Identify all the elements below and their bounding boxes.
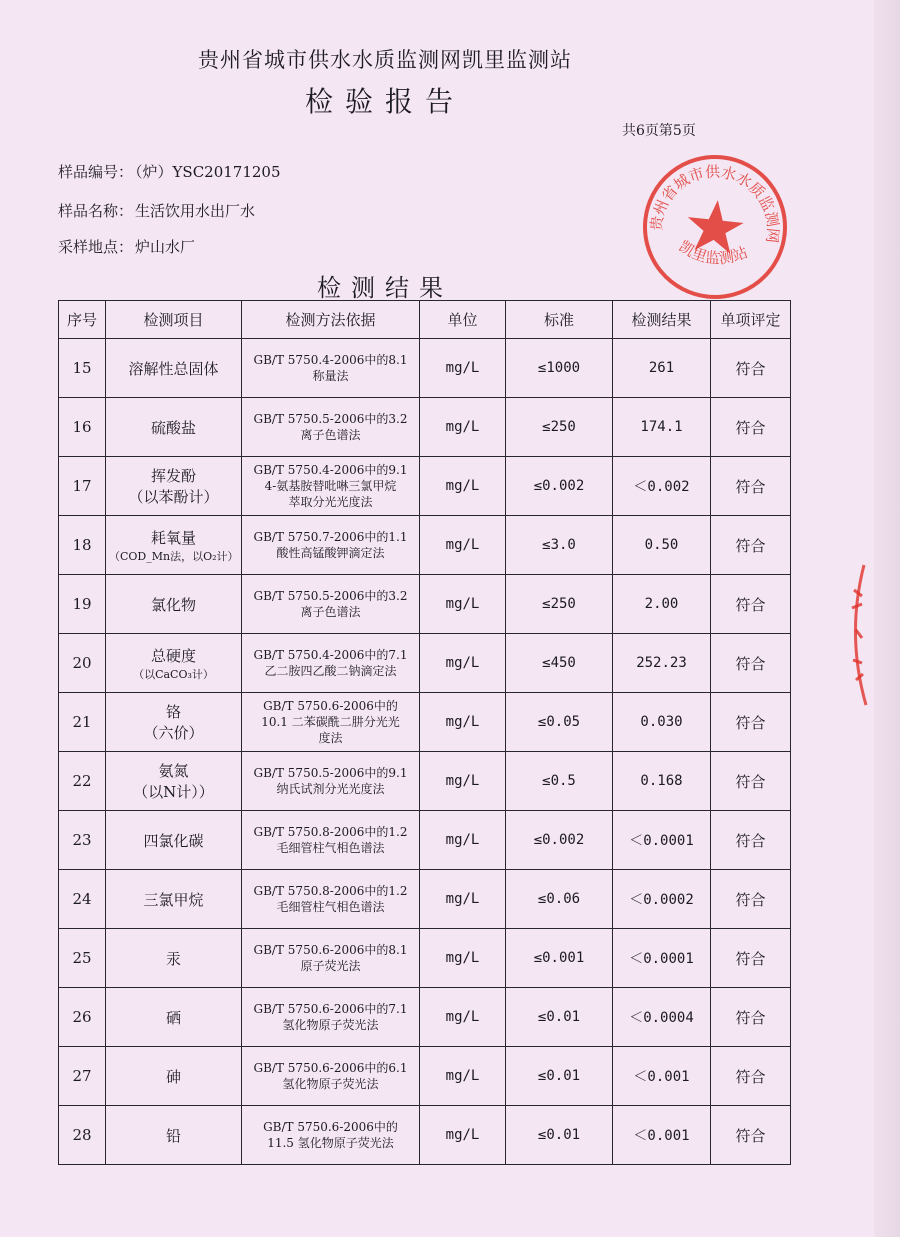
test-item — [106, 575, 242, 634]
row-number: 15 — [59, 339, 106, 398]
verdict: 符合 — [711, 811, 791, 870]
verdict: 符合 — [711, 1047, 791, 1106]
header-result: 检测结果 — [613, 301, 711, 339]
test-method-line: 毛细管柱气相色谱法 — [276, 841, 385, 855]
row-number: 17 — [59, 457, 106, 516]
table-row — [59, 634, 791, 693]
table-row — [59, 1047, 791, 1106]
unit: mg/L — [420, 988, 506, 1047]
standard-limit: ≤0.01 — [506, 1106, 613, 1165]
row-number: 20 — [59, 634, 106, 693]
row-number: 22 — [59, 752, 106, 811]
test-method-line: GB/T 5750.5-2006中的3.2 — [253, 412, 408, 426]
unit: mg/L — [420, 575, 506, 634]
verdict: 符合 — [711, 693, 791, 752]
row-number: 16 — [59, 398, 106, 457]
test-method — [242, 339, 420, 398]
test-method-line: GB/T 5750.7-2006中的1.1 — [253, 530, 408, 544]
table-row — [59, 1106, 791, 1165]
test-method-line: 毛细管柱气相色谱法 — [276, 900, 385, 914]
test-item — [106, 516, 242, 575]
test-method — [242, 752, 420, 811]
test-item — [106, 1106, 242, 1165]
standard-limit: ≤0.06 — [506, 870, 613, 929]
test-method-line: 氢化物原子荧光法 — [282, 1077, 379, 1091]
test-method-line: 纳氏试剂分光光度法 — [276, 782, 385, 796]
row-number: 19 — [59, 575, 106, 634]
test-result: 0.168 — [613, 752, 711, 811]
standard-limit: ≤0.001 — [506, 929, 613, 988]
test-method-line: GB/T 5750.4-2006中的9.1 — [253, 463, 408, 477]
table-row — [59, 870, 791, 929]
test-method — [242, 1047, 420, 1106]
test-item — [106, 457, 242, 516]
test-method-line: 乙二胺四乙酸二钠滴定法 — [264, 664, 397, 678]
test-result: ＜0.001 — [613, 1106, 711, 1165]
standard-limit: ≤0.002 — [506, 811, 613, 870]
test-item-name: 铬 — [165, 703, 181, 721]
test-item-name: 汞 — [165, 949, 181, 968]
table-row — [59, 752, 791, 811]
test-item-name: 氯化物 — [150, 595, 196, 614]
test-item-name: 氨氮 — [158, 762, 189, 780]
unit: mg/L — [420, 339, 506, 398]
standard-limit: ≤0.01 — [506, 988, 613, 1047]
unit: mg/L — [420, 811, 506, 870]
test-item-note: （以苯酚计） — [128, 488, 219, 506]
sampling-site-label: 采样地点： — [58, 238, 134, 256]
test-item-name: 溶解性总固体 — [128, 359, 219, 378]
table-body — [59, 339, 791, 1165]
test-method-line: GB/T 5750.5-2006中的9.1 — [253, 766, 408, 780]
unit: mg/L — [420, 870, 506, 929]
test-method-line: 离子色谱法 — [300, 605, 361, 619]
test-result: 261 — [613, 339, 711, 398]
verdict: 符合 — [711, 516, 791, 575]
test-method — [242, 929, 420, 988]
standard-limit: ≤0.05 — [506, 693, 613, 752]
test-method-line: GB/T 5750.5-2006中的3.2 — [253, 589, 408, 603]
test-method-line: 11.5 氢化物原子荧光法 — [267, 1136, 394, 1150]
test-result: ＜0.0004 — [613, 988, 711, 1047]
test-method-line: 度法 — [318, 731, 343, 745]
unit: mg/L — [420, 398, 506, 457]
test-method — [242, 457, 420, 516]
test-result: 2.00 — [613, 575, 711, 634]
unit: mg/L — [420, 457, 506, 516]
row-number: 24 — [59, 870, 106, 929]
verdict: 符合 — [711, 929, 791, 988]
test-item-name: 三氯甲烷 — [143, 890, 204, 909]
unit: mg/L — [420, 1106, 506, 1165]
test-method — [242, 988, 420, 1047]
test-method — [242, 870, 420, 929]
verdict: 符合 — [711, 575, 791, 634]
official-seal — [633, 145, 798, 310]
row-number: 26 — [59, 988, 106, 1047]
test-method-line: GB/T 5750.6-2006中的6.1 — [253, 1061, 408, 1075]
test-item-name: 硒 — [165, 1008, 181, 1027]
verdict: 符合 — [711, 457, 791, 516]
table-row — [59, 929, 791, 988]
header-unit: 单位 — [420, 301, 506, 339]
header-item: 检测项目 — [106, 301, 242, 339]
test-method — [242, 398, 420, 457]
report-title: 检验报告 — [304, 85, 465, 118]
test-method-line: 酸性高锰酸钾滴定法 — [276, 546, 385, 560]
test-method-line: 原子荧光法 — [300, 959, 361, 973]
sample-name — [58, 200, 255, 221]
test-item-name: 挥发酚 — [150, 467, 196, 485]
test-method — [242, 1106, 420, 1165]
table-row — [59, 516, 791, 575]
standard-limit: ≤0.002 — [506, 457, 613, 516]
header-no: 序号 — [59, 301, 106, 339]
test-item-name: 硫酸盐 — [150, 418, 196, 437]
table-row — [59, 811, 791, 870]
test-method-line: GB/T 5750.8-2006中的1.2 — [253, 825, 408, 839]
standard-limit: ≤1000 — [506, 339, 613, 398]
test-method-line: GB/T 5750.6-2006中的8.1 — [253, 943, 408, 957]
seal-text-bottom: 凯里监测站 — [675, 237, 751, 268]
test-item — [106, 634, 242, 693]
page-edge — [874, 0, 900, 1237]
row-number: 23 — [59, 811, 106, 870]
test-result: ＜0.0001 — [613, 811, 711, 870]
section-title: 检测结果 — [317, 274, 453, 302]
sample-number-label: 样品编号： — [58, 163, 134, 181]
unit: mg/L — [420, 752, 506, 811]
unit: mg/L — [420, 516, 506, 575]
test-result: ＜0.002 — [613, 457, 711, 516]
unit: mg/L — [420, 1047, 506, 1106]
test-method — [242, 575, 420, 634]
test-result: ＜0.0001 — [613, 929, 711, 988]
seal-text-top: 贵州省城市供水水质监测网 — [647, 162, 783, 244]
test-method-line: 离子色谱法 — [300, 428, 361, 442]
test-method — [242, 811, 420, 870]
row-number: 28 — [59, 1106, 106, 1165]
table-row — [59, 339, 791, 398]
verdict: 符合 — [711, 398, 791, 457]
test-item — [106, 398, 242, 457]
organization-name: 贵州省城市供水水质监测网凯里监测站 — [198, 48, 572, 72]
test-result: 0.50 — [613, 516, 711, 575]
test-method-line: 萃取分光光度法 — [288, 495, 373, 509]
table-row — [59, 398, 791, 457]
edge-seal-fragment — [844, 560, 872, 710]
test-item — [106, 339, 242, 398]
test-method-line: GB/T 5750.8-2006中的1.2 — [253, 884, 408, 898]
test-method — [242, 693, 420, 752]
test-method — [242, 634, 420, 693]
sample-name-value: 生活饮用水出厂水 — [135, 202, 256, 220]
table-row — [59, 693, 791, 752]
test-item — [106, 1047, 242, 1106]
test-method-line: GB/T 5750.4-2006中的8.1 — [253, 353, 408, 367]
table-row — [59, 457, 791, 516]
standard-limit: ≤250 — [506, 575, 613, 634]
test-result: ＜0.0002 — [613, 870, 711, 929]
test-item — [106, 870, 242, 929]
standard-limit: ≤450 — [506, 634, 613, 693]
table-row — [59, 575, 791, 634]
standard-limit: ≤0.01 — [506, 1047, 613, 1106]
test-method-line: 4-氨基胺替吡啉三氯甲烷 — [264, 479, 397, 493]
verdict: 符合 — [711, 752, 791, 811]
test-method-line: GB/T 5750.6-2006中的7.1 — [253, 1002, 408, 1016]
test-item-name: 铅 — [165, 1126, 181, 1145]
sample-number-value: （炉）YSC20171205 — [135, 163, 281, 181]
test-item-note: （以N计）） — [133, 783, 214, 801]
test-item — [106, 693, 242, 752]
verdict: 符合 — [711, 870, 791, 929]
test-item-note: （六价） — [143, 724, 204, 742]
standard-limit: ≤0.5 — [506, 752, 613, 811]
sampling-site — [58, 236, 195, 257]
test-item-name: 砷 — [165, 1067, 181, 1086]
test-method-line: 氢化物原子荧光法 — [282, 1018, 379, 1032]
page-info: 共6页第5页 — [622, 123, 696, 139]
test-method-line: 称量法 — [312, 369, 349, 383]
row-number: 25 — [59, 929, 106, 988]
row-number: 21 — [59, 693, 106, 752]
test-result: 174.1 — [613, 398, 711, 457]
standard-limit: ≤250 — [506, 398, 613, 457]
test-method-line: GB/T 5750.4-2006中的7.1 — [253, 648, 408, 662]
verdict: 符合 — [711, 634, 791, 693]
sample-name-label: 样品名称： — [58, 202, 134, 220]
test-method-line: GB/T 5750.6-2006中的 — [263, 1120, 398, 1134]
table-row — [59, 988, 791, 1047]
test-item-name: 总硬度 — [150, 646, 196, 665]
table-header-row — [59, 301, 791, 339]
test-item — [106, 988, 242, 1047]
test-item-note: （COD_Mn法，以O₂计） — [109, 549, 239, 563]
test-item-name: 四氯化碳 — [143, 831, 204, 850]
unit: mg/L — [420, 929, 506, 988]
test-item-note: （以CaCO₃计） — [133, 667, 214, 681]
header-method: 检测方法依据 — [242, 301, 420, 339]
results-table — [58, 300, 791, 1165]
header-verdict: 单项评定 — [711, 301, 791, 339]
sampling-site-value: 炉山水厂 — [135, 238, 196, 256]
test-item-name: 耗氧量 — [150, 528, 196, 547]
verdict: 符合 — [711, 339, 791, 398]
test-item — [106, 752, 242, 811]
unit: mg/L — [420, 634, 506, 693]
unit: mg/L — [420, 693, 506, 752]
standard-limit: ≤3.0 — [506, 516, 613, 575]
test-result: ＜0.001 — [613, 1047, 711, 1106]
row-number: 27 — [59, 1047, 106, 1106]
row-number: 18 — [59, 516, 106, 575]
test-method — [242, 516, 420, 575]
test-method-line: 10.1 二苯碳酰二肼分光光 — [261, 715, 400, 729]
test-method-line: GB/T 5750.6-2006中的 — [263, 699, 398, 713]
test-item — [106, 929, 242, 988]
test-result: 252.23 — [613, 634, 711, 693]
verdict: 符合 — [711, 988, 791, 1047]
test-result: 0.030 — [613, 693, 711, 752]
test-item — [106, 811, 242, 870]
sample-number — [58, 161, 281, 182]
header-standard: 标准 — [506, 301, 613, 339]
verdict: 符合 — [711, 1106, 791, 1165]
